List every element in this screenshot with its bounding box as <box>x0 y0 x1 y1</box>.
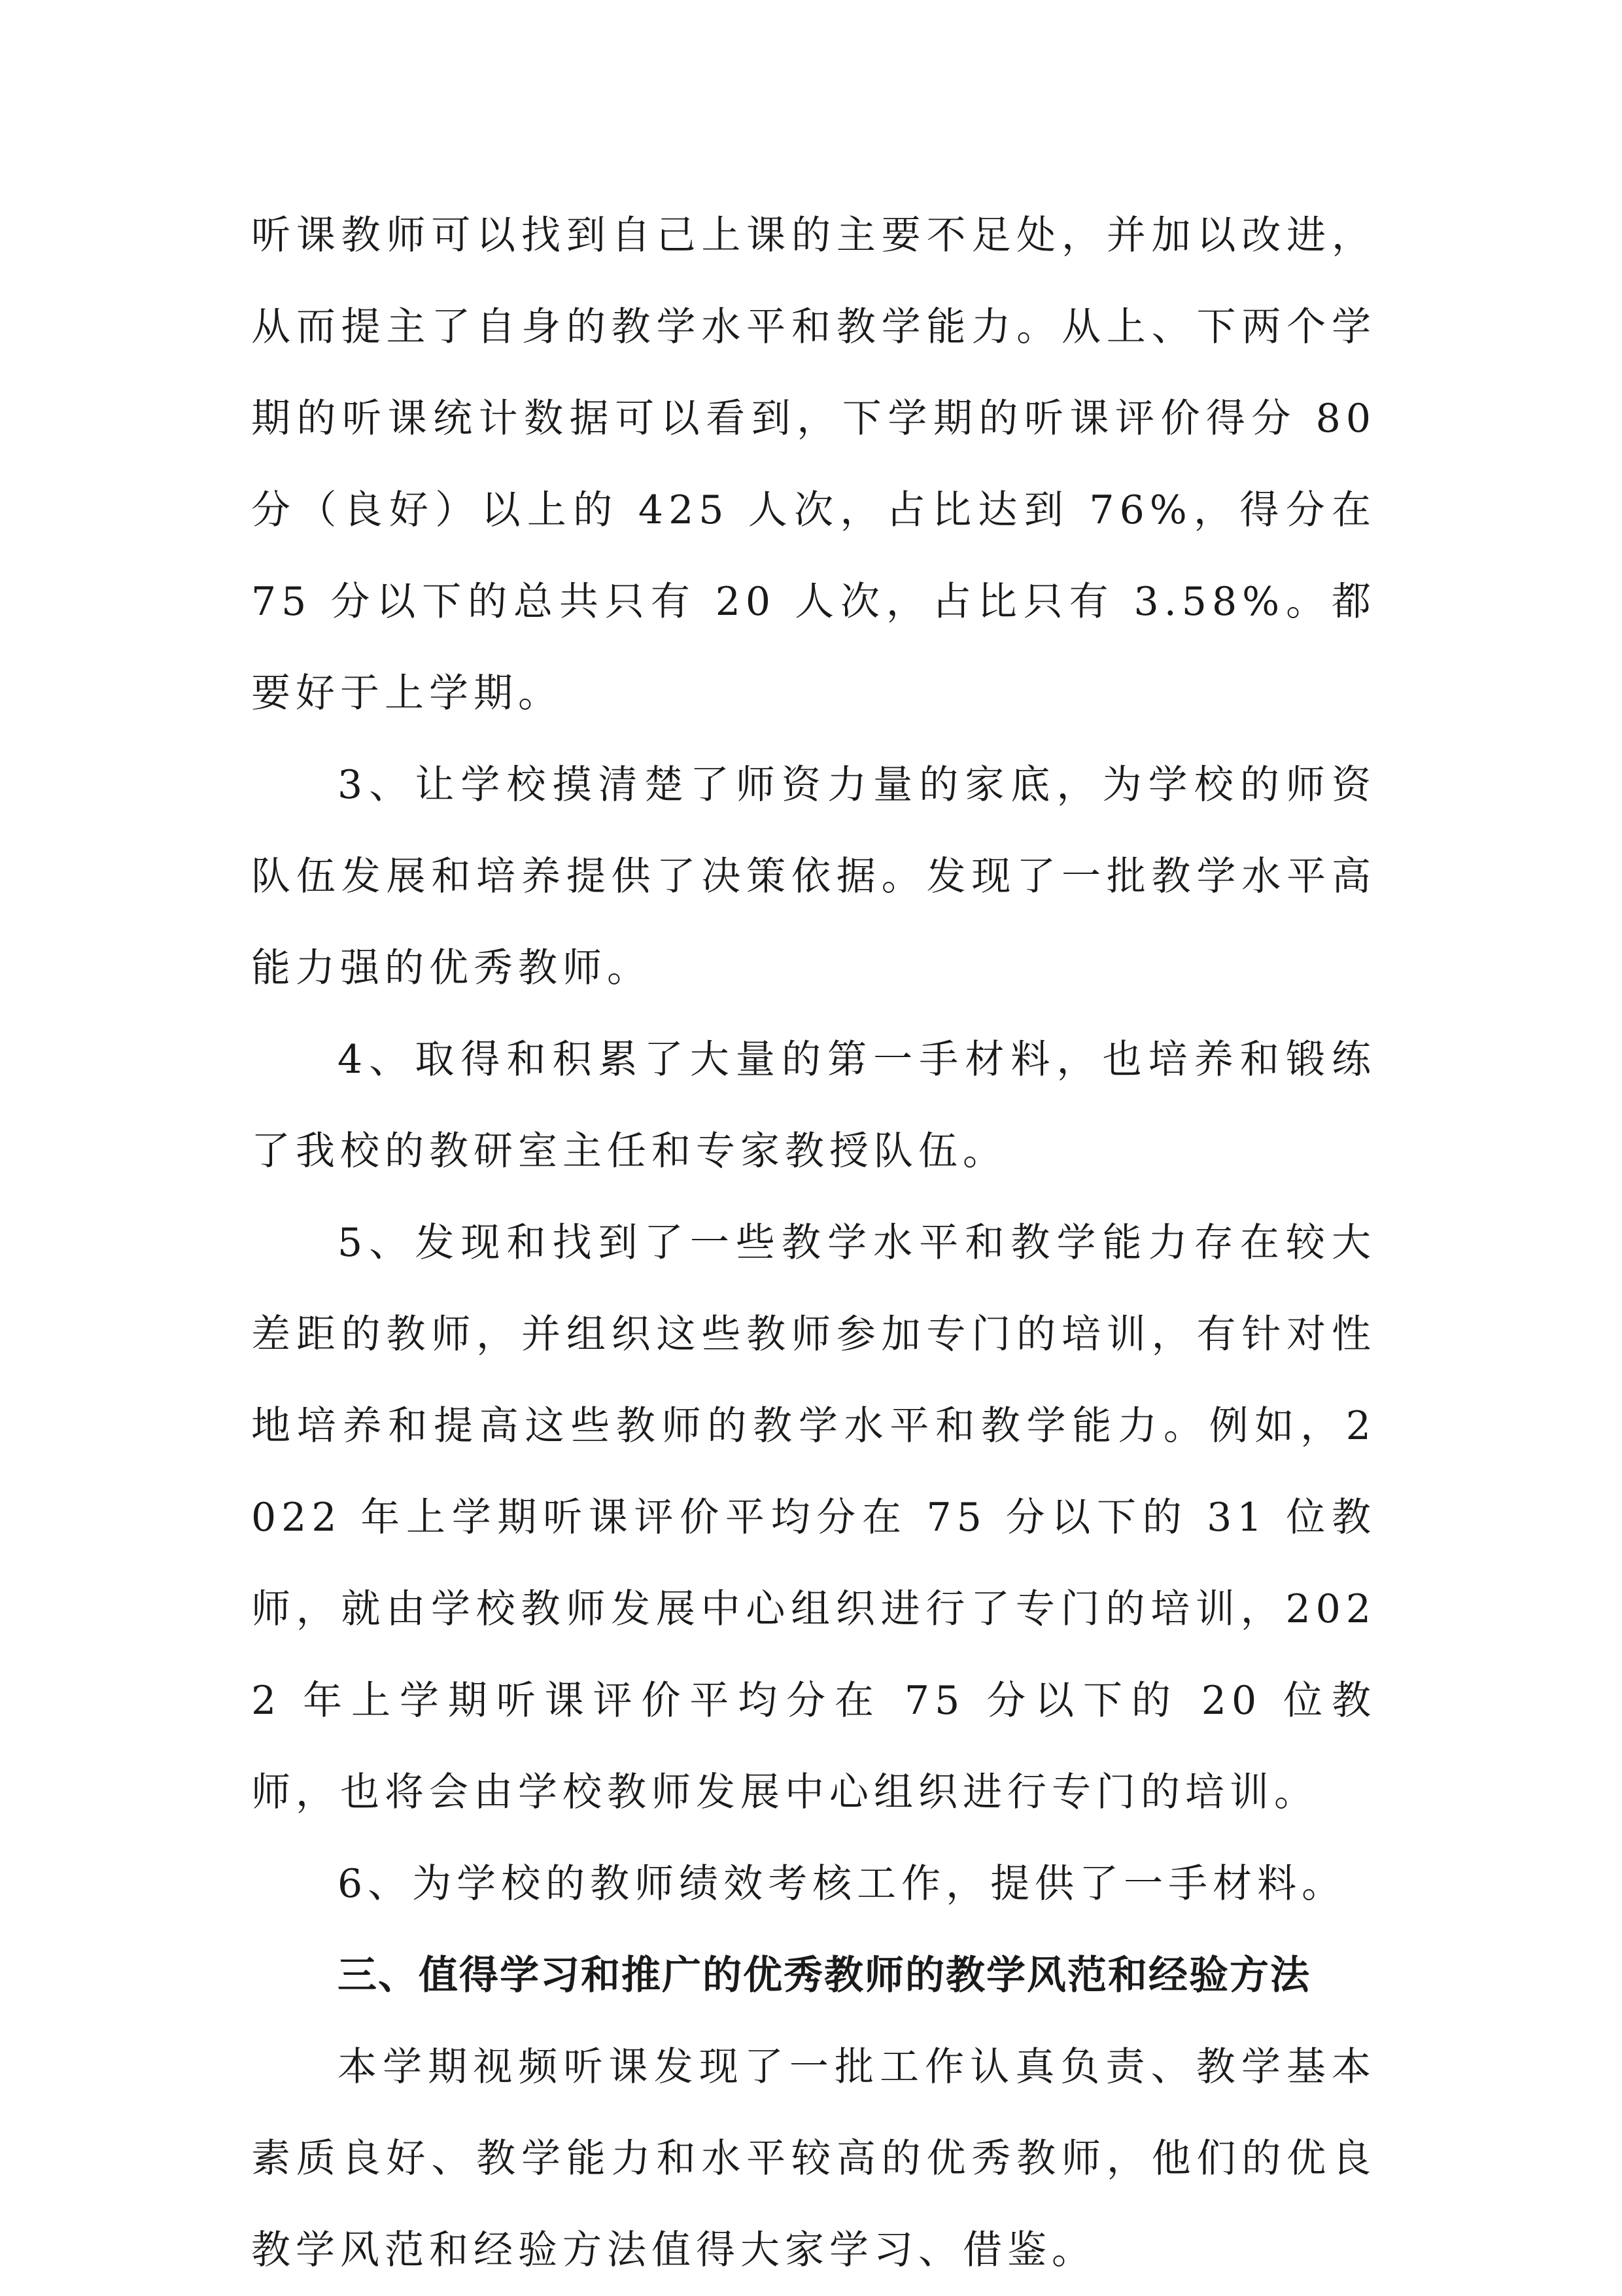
text-line: 距的教师，并组织这些教师参加专门的培训，有针对性地培 <box>251 1312 1377 1449</box>
section-heading: 三、值得学习和推广的优秀教师的教学风范和经验方法 <box>337 1953 1311 1998</box>
paragraph-item-5 <box>251 1197 1376 1838</box>
text-line: 学期听课评价平均分在 75 分以下的 31 位教师，就由学校教 <box>251 1495 1377 1632</box>
text-line: 本学期视频听课发现了一批工作认真负责、教学基本素 <box>251 2044 1376 2182</box>
text-line: 强的优秀教师。 <box>340 945 651 991</box>
paragraph-continuation <box>251 190 1376 739</box>
text-line: 6、为学校的教师绩效考核工作，提供了一手材料。 <box>337 1861 1347 1907</box>
paragraph-closing <box>251 2021 1376 2296</box>
text-line: 5、发现和找到了一些教学水平和教学能力存在较大差 <box>251 1220 1376 1357</box>
text-line: 我校的教研室主任和专家教授队伍。 <box>296 1128 1007 1174</box>
text-line: 师发展中心组织进行了专门的培训，2022 年上学期听课评价 <box>251 1586 1377 1724</box>
paragraph-item-4 <box>251 1014 1376 1197</box>
text-line: 4、取得和积累了大量的第一手材料，也培养和锻练了 <box>251 1037 1376 1174</box>
text-line: 好）以上的 425 人次，占比达到 76%，得分在 75 分以下的总 <box>251 487 1377 625</box>
text-line: 共只有 20 人次，占比只有 3.58%。都要好于上学期。 <box>251 579 1376 716</box>
text-line: 养和提高这些教师的教学水平和教学能力。例如，2022 年上 <box>251 1403 1376 1540</box>
text-line: 风范和经验方法值得大家学习、借鉴。 <box>340 2227 1096 2273</box>
text-line: 伍发展和培养提供了决策依据。发现了一批教学水平高能力 <box>251 854 1377 991</box>
text-line: 3、让学校摸清楚了师资力量的家底，为学校的师资队 <box>251 762 1376 899</box>
text-line: 而提主了自身的教学水平和教学能力。从上、下两个学期的 <box>251 304 1377 442</box>
paragraph-item-3 <box>251 739 1376 1014</box>
text-line: 质良好、教学能力和水平较高的优秀教师，他们的优良教学 <box>251 2136 1377 2273</box>
text-line: 听课统计数据可以看到，下学期的听课评价得分 80 分（良 <box>251 396 1377 533</box>
paragraph-item-6 <box>251 1838 1376 1930</box>
text-line: 心组织进行专门的培训。 <box>829 1769 1319 1815</box>
text-line: 平均分在 75 分以下的 20 位教师，也将会由学校教师发展中 <box>251 1678 1377 1815</box>
document-body <box>251 190 1376 2296</box>
text-line: 听课教师可以找到自己上课的主要不足处，并加以改进，从 <box>251 213 1376 350</box>
